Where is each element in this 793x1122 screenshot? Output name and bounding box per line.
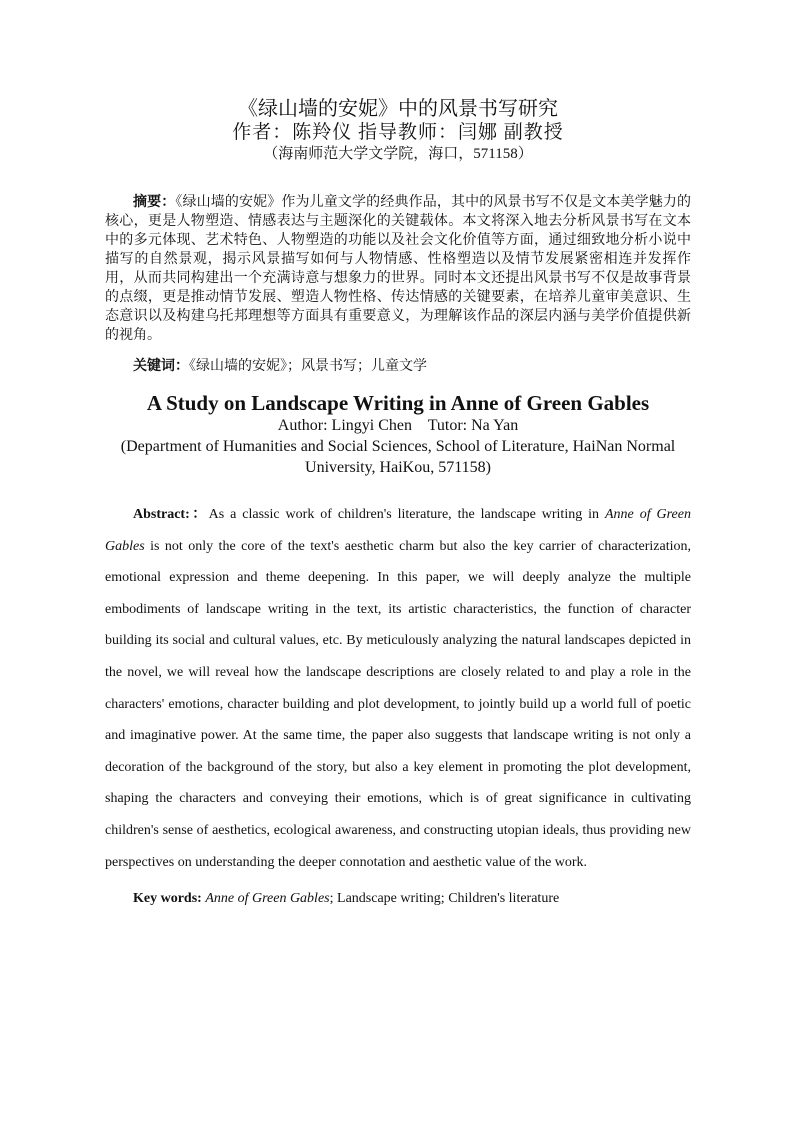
english-title: A Study on Landscape Writing in Anne of Green Gables [146, 391, 650, 415]
page-content [105, 97, 691, 915]
english-keywords-book-title: Anne of Green Gables [205, 891, 330, 907]
english-affiliation: (Department of Humanities and Social Sciences, School of Literature, HaiNan Normal University, HaiKou, 571158) [120, 438, 676, 476]
chinese-abstract-label: 摘要： [133, 195, 176, 210]
chinese-author-line: 作者：陈羚仪 指导教师：闫娜 副教授 [232, 122, 564, 143]
english-author-line: Author: Lingyi Chen Tutor: Na Yan [277, 417, 519, 434]
english-abstract-paragraph [105, 499, 691, 878]
english-abstract-book-title: Anne of Green Gables [105, 507, 691, 554]
chinese-keywords-label: 关键词： [133, 359, 189, 374]
chinese-keywords-text: 《绿山墙的安妮》；风景书写；儿童文学 [189, 359, 427, 374]
chinese-title: 《绿山墙的安妮》中的风景书写研究 [238, 98, 558, 120]
english-keywords-label: Key words: [133, 891, 206, 907]
chinese-affiliation: （海南师范大学文学院，海口，571158） [263, 146, 533, 162]
english-abstract-text-start: As a classic work of children's literature, the landscape writing in [208, 507, 605, 522]
english-keywords-line [105, 883, 691, 915]
english-abstract-label: Abstract:： [133, 507, 209, 522]
chinese-keywords-line [105, 357, 691, 376]
english-keywords-rest: ; Landscape writing; Children's literature [329, 891, 560, 907]
chinese-abstract-text: 《绿山墙的安妮》作为儿童文学的经典作品，其中的风景书写不仅是文本美学魅力的核心，更是人物塑造、情感表达与主题深化的关键载体。本文将深入地去分析风景书写在文本中的多元体现、艺术特色、人物塑造的功能以及社会文化价值等方面，通过细致地分析小说中描写的自然景观，揭示风景描写如何与人物情感、性格塑造以及情节发展紧密相连并发挥作用，从而共同构建出一个充满诗意与想象力的世界。同时本文还提出风景书写不仅是故事背景的点缀，更是推动情节发展、塑造人物性格、传达情感的关键要素，在培养儿童审美意识、生态意识以及构建乌托邦理想等方面具有重要意义，为理解该作品的深层内涵与美学价值提供新的视角。 [105, 195, 692, 343]
chinese-abstract-paragraph [105, 193, 691, 345]
english-abstract-text-rest: is not only the core of the text's aesthetic charm but also the key carrier of characterization, emotional expression and theme deepening. In this paper, we will deeply analyze the multiple embodiments of landscape writing in the text, its artistic characteristics, the function of character building its social and cultural values, etc. By meticulously analyzing the natural landscapes depicted in the novel, we will reveal how the landscape descriptions are closely related to and play a role in the characters' emotions, character building and plot development, to jointly build up a world full of poetic and imaginative power. At the same time, the paper also suggests that landscape writing is not only a decoration of the background of the story, but also a key element in promoting the plot development, shaping the characters and conveying their emotions, which is of great significance in cultivating children's sense of aesthetics, ecological awareness, and constructing utopian ideals, thus providing new perspectives on understanding the deeper connotation and aesthetic value of the work. [105, 538, 691, 870]
